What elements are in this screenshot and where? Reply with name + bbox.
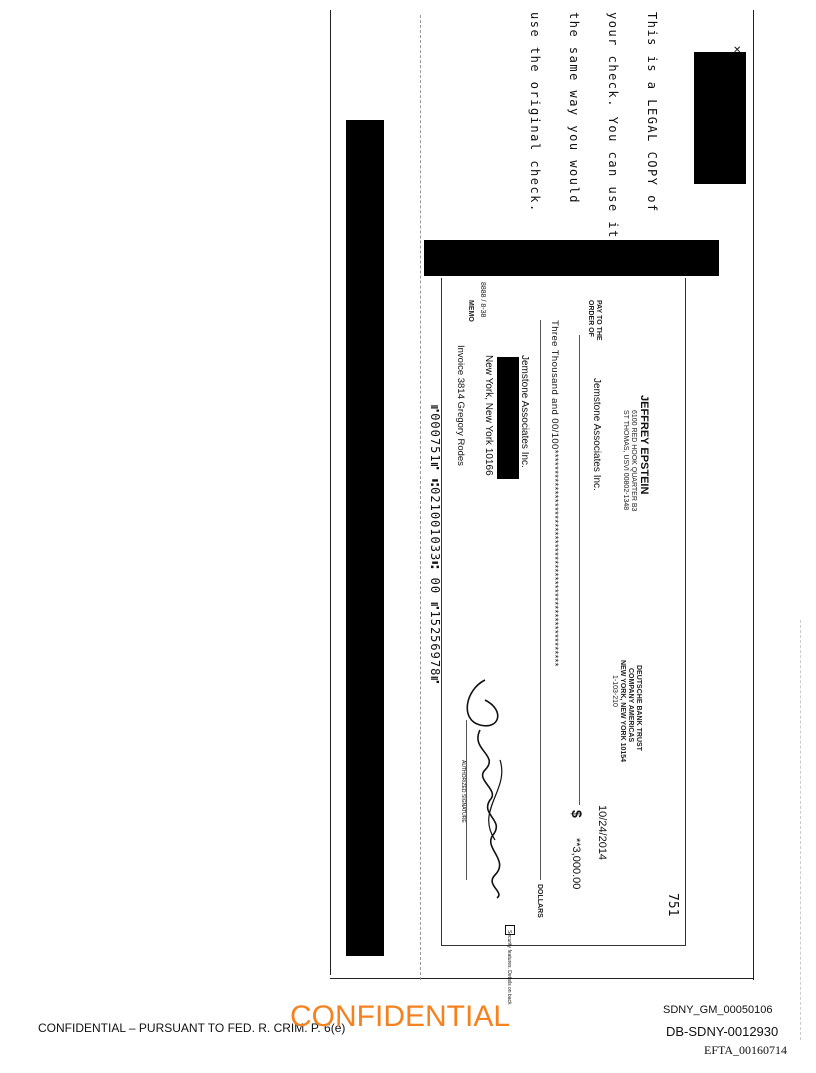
bank-line-2: COMPANY AMERICAS [627,668,634,743]
fraction-code: 8888 / 8-38 [479,282,486,318]
payee-underline [579,335,580,805]
drawer-address-1: 6100 RED HOOK QUARTER B3 [630,410,637,512]
signature-label: AUTHORIZED SIGNATURE [460,760,466,823]
document-id-3: EFTA_00160714 [704,1043,788,1057]
confidential-stamp: CONFIDENTIAL [290,1000,511,1033]
bank-line-1: DEUTSCHE BANK TRUST [635,665,642,751]
pay-to-label-2: ORDER OF [587,300,594,337]
scan-border-right [753,10,754,980]
bank-line-4: 1-103-210 [611,675,618,707]
scan-border-left [330,10,331,975]
legal-copy-notice [515,12,684,239]
redaction-box [424,240,719,276]
redaction-box [694,52,746,184]
footer-confidential-notice: CONFIDENTIAL – PURSUANT TO FED. R. CRIM. P. 6(e) [38,1021,346,1035]
legal-copy-line: This is a LEGAL COPY of [645,12,659,213]
redaction-box [346,120,384,956]
amount-figure: **3,000.00 [570,838,582,890]
memo-label: MEMO [467,300,474,322]
legal-copy-line: use the original check. [528,12,542,213]
check-number: 751 [665,893,680,917]
pay-to-label-1: PAY TO THE [595,300,602,341]
document-id-1: SDNY_GM_00050106 [663,1004,773,1016]
document-id-2: DB-SDNY-0012930 [666,1024,779,1039]
drawer-address-2: ST THOMAS, USVI 00802-1348 [622,410,629,511]
micr-line: ⑈000751⑈ ⑆021001033⑆ 00 ⑈15256978⑈ [428,405,442,685]
amount-words-underline [540,320,541,880]
amount-symbol: $ [569,810,585,818]
check-edge-bottom [441,945,686,946]
scan-border-bottom [330,978,754,979]
memo-text: Invoice 3814 Gregory Rodes [455,345,466,466]
dollars-label: DOLLARS [536,884,543,918]
scan-dash-line [420,15,421,980]
legal-copy-line: the same way you would [567,12,581,204]
legal-copy-line: your check. You can use it [606,12,620,239]
address-block-line-1: Jemstone Associates Inc. [519,355,530,468]
check-edge-right [685,278,686,946]
address-block-line-2: New York, New York 10166 [483,355,494,476]
security-note: Security features. Details on back [506,930,512,1005]
payee-name: Jemstone Associates Inc. [591,378,602,491]
check-date: 10/24/2014 [596,805,608,861]
lock-icon [505,925,515,935]
signature-line [466,720,467,880]
redaction-box [497,357,519,479]
drawer-name: JEFFREY EPSTEIN [638,395,650,495]
amount-words: Three Thousand and 00/100***************************************************** [549,320,560,667]
mark-icon: ✕ [733,45,742,56]
bank-line-3: NEW YORK, NEW YORK 10154 [619,660,626,763]
scan-dash-line-right [800,620,801,1040]
